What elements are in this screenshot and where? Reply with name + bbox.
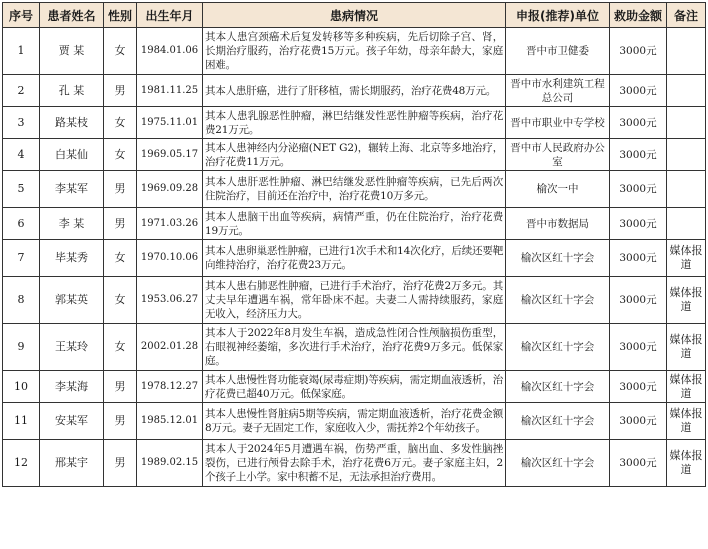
cell-birth: 1984.01.06 [137,28,203,75]
cell-unit: 榆次区红十字会 [506,324,610,371]
cell-no: 1 [3,28,40,75]
cell-sex: 女 [104,28,137,75]
cell-birth: 1970.10.06 [137,240,203,277]
cell-sex: 男 [104,208,137,240]
cell-name: 孔 某 [40,75,104,107]
cell-condition: 其本人于2024年5月遭遇车祸，伤势严重，脑出血、多发性脑挫裂伤，已进行颅骨去除手术，治疗花费6万元。妻子家庭主妇，2个孩子上小学。家中积蓄不足，无法承担治疗费用。 [203,440,506,487]
table-row [3,75,706,107]
header-sex: 性别 [104,3,137,28]
cell-sex: 女 [104,324,137,371]
cell-sex: 男 [104,171,137,208]
cell-no: 6 [3,208,40,240]
cell-birth: 1989.02.15 [137,440,203,487]
cell-birth: 1975.11.01 [137,107,203,139]
header-name: 患者姓名 [40,3,104,28]
cell-name: 白某仙 [40,139,104,171]
cell-birth: 1981.11.25 [137,75,203,107]
cell-amount: 3000元 [610,371,667,403]
cell-condition: 其本人患乳腺恶性肿瘤，淋巴结继发性恶性肿瘤等疾病，治疗花费21万元。 [203,107,506,139]
cell-note [667,208,706,240]
cell-no: 2 [3,75,40,107]
cell-unit: 晋中市职业中专学校 [506,107,610,139]
cell-unit: 晋中市卫健委 [506,28,610,75]
cell-amount: 3000元 [610,277,667,324]
table-row [3,240,706,277]
table-row [3,171,706,208]
cell-sex: 女 [104,139,137,171]
cell-amount: 3000元 [610,324,667,371]
cell-name: 邢某宇 [40,440,104,487]
cell-sex: 男 [104,371,137,403]
cell-unit: 榆次区红十字会 [506,440,610,487]
cell-name: 郭某英 [40,277,104,324]
cell-note: 媒体报道 [667,403,706,440]
header-no: 序号 [3,3,40,28]
header-note: 备注 [667,3,706,28]
cell-no: 3 [3,107,40,139]
cell-note: 媒体报道 [667,371,706,403]
cell-unit: 晋中市数据局 [506,208,610,240]
cell-amount: 3000元 [610,75,667,107]
cell-birth: 1953.06.27 [137,277,203,324]
header-amount: 救助金额 [610,3,667,28]
cell-note [667,171,706,208]
table-body [3,28,706,487]
cell-no: 8 [3,277,40,324]
cell-no: 11 [3,403,40,440]
cell-sex: 男 [104,75,137,107]
cell-name: 王某玲 [40,324,104,371]
cell-note: 媒体报道 [667,277,706,324]
header-condition: 患病情况 [203,3,506,28]
cell-sex: 男 [104,440,137,487]
cell-no: 12 [3,440,40,487]
cell-birth: 1978.12.27 [137,371,203,403]
cell-amount: 3000元 [610,171,667,208]
cell-birth: 1969.09.28 [137,171,203,208]
cell-condition: 其本人患肝恶性肿瘤、淋巴结继发恶性肿瘤等疾病，已先后两次住院治疗，目前还在治疗中，治疗花费10万多元。 [203,171,506,208]
cell-birth: 1985.12.01 [137,403,203,440]
cell-condition: 其本人患慢性肾脏病5期等疾病，需定期血液透析，治疗花费金额8万元。妻子无固定工作，家庭收入少，需抚养2个年幼孩子。 [203,403,506,440]
cell-name: 安某军 [40,403,104,440]
table-row [3,440,706,487]
table-row [3,277,706,324]
table-row [3,403,706,440]
table-row [3,371,706,403]
cell-amount: 3000元 [610,440,667,487]
cell-amount: 3000元 [610,139,667,171]
cell-no: 10 [3,371,40,403]
cell-amount: 3000元 [610,28,667,75]
relief-table [2,2,706,487]
cell-condition: 其本人患肝癌，进行了肝移植，需长期服药，治疗花费48万元。 [203,75,506,107]
cell-note: 媒体报道 [667,440,706,487]
table-row [3,324,706,371]
cell-birth: 1969.05.17 [137,139,203,171]
cell-name: 毕某秀 [40,240,104,277]
cell-condition: 其本人患神经内分泌瘤(NET G2)，辗转上海、北京等多地治疗，治疗花费11万元。 [203,139,506,171]
cell-sex: 女 [104,240,137,277]
cell-condition: 其本人患卵巢恶性肿瘤，已进行1次手术和14次化疗，后续还要靶向维持治疗，治疗花费23万元。 [203,240,506,277]
cell-sex: 女 [104,107,137,139]
table-row [3,107,706,139]
cell-amount: 3000元 [610,403,667,440]
header-unit: 申报(推荐)单位 [506,3,610,28]
cell-unit: 晋中市人民政府办公室 [506,139,610,171]
cell-name: 李某军 [40,171,104,208]
cell-condition: 其本人患慢性肾功能衰竭(尿毒症期)等疾病，需定期血液透析，治疗花费已超40万元。低保家庭。 [203,371,506,403]
cell-condition: 其本人患右肺恶性肿瘤，已进行手术治疗，治疗花费2万多元。其丈夫早年遭遇车祸，常年卧床不起。夫妻二人需持续服药，家庭无收入，经济压力大。 [203,277,506,324]
cell-unit: 榆次区红十字会 [506,371,610,403]
cell-no: 4 [3,139,40,171]
cell-unit: 榆次区红十字会 [506,240,610,277]
cell-name: 贾 某 [40,28,104,75]
cell-no: 5 [3,171,40,208]
table-row [3,139,706,171]
cell-birth: 1971.03.26 [137,208,203,240]
header-birth: 出生年月 [137,3,203,28]
cell-amount: 3000元 [610,208,667,240]
document-page [2,2,705,544]
cell-name: 路某枝 [40,107,104,139]
cell-sex: 男 [104,403,137,440]
cell-no: 9 [3,324,40,371]
cell-sex: 女 [104,277,137,324]
cell-note [667,28,706,75]
cell-unit: 榆次一中 [506,171,610,208]
cell-no: 7 [3,240,40,277]
cell-amount: 3000元 [610,107,667,139]
cell-note: 媒体报道 [667,240,706,277]
cell-note [667,75,706,107]
cell-name: 李某海 [40,371,104,403]
cell-name: 李 某 [40,208,104,240]
table-row [3,208,706,240]
cell-condition: 其本人于2022年8月发生车祸，造成急性闭合性颅脑损伤重型，右眼视神经萎缩，多次进行手术治疗，治疗花费9万多元。低保家庭。 [203,324,506,371]
cell-note [667,107,706,139]
cell-condition: 其本人患脑干出血等疾病，病情严重，仍在住院治疗，治疗花费19万元。 [203,208,506,240]
cell-condition: 其本人患宫颈癌术后复发转移等多种疾病，先后切除子宫、肾，长期治疗服药，治疗花费15万元。孩子年幼，母亲年龄大，家庭困难。 [203,28,506,75]
table-row [3,28,706,75]
cell-unit: 榆次区红十字会 [506,403,610,440]
header-row [3,3,706,28]
cell-unit: 榆次区红十字会 [506,277,610,324]
cell-amount: 3000元 [610,240,667,277]
cell-note: 媒体报道 [667,324,706,371]
cell-unit: 晋中市水利建筑工程总公司 [506,75,610,107]
cell-note [667,139,706,171]
cell-birth: 2002.01.28 [137,324,203,371]
